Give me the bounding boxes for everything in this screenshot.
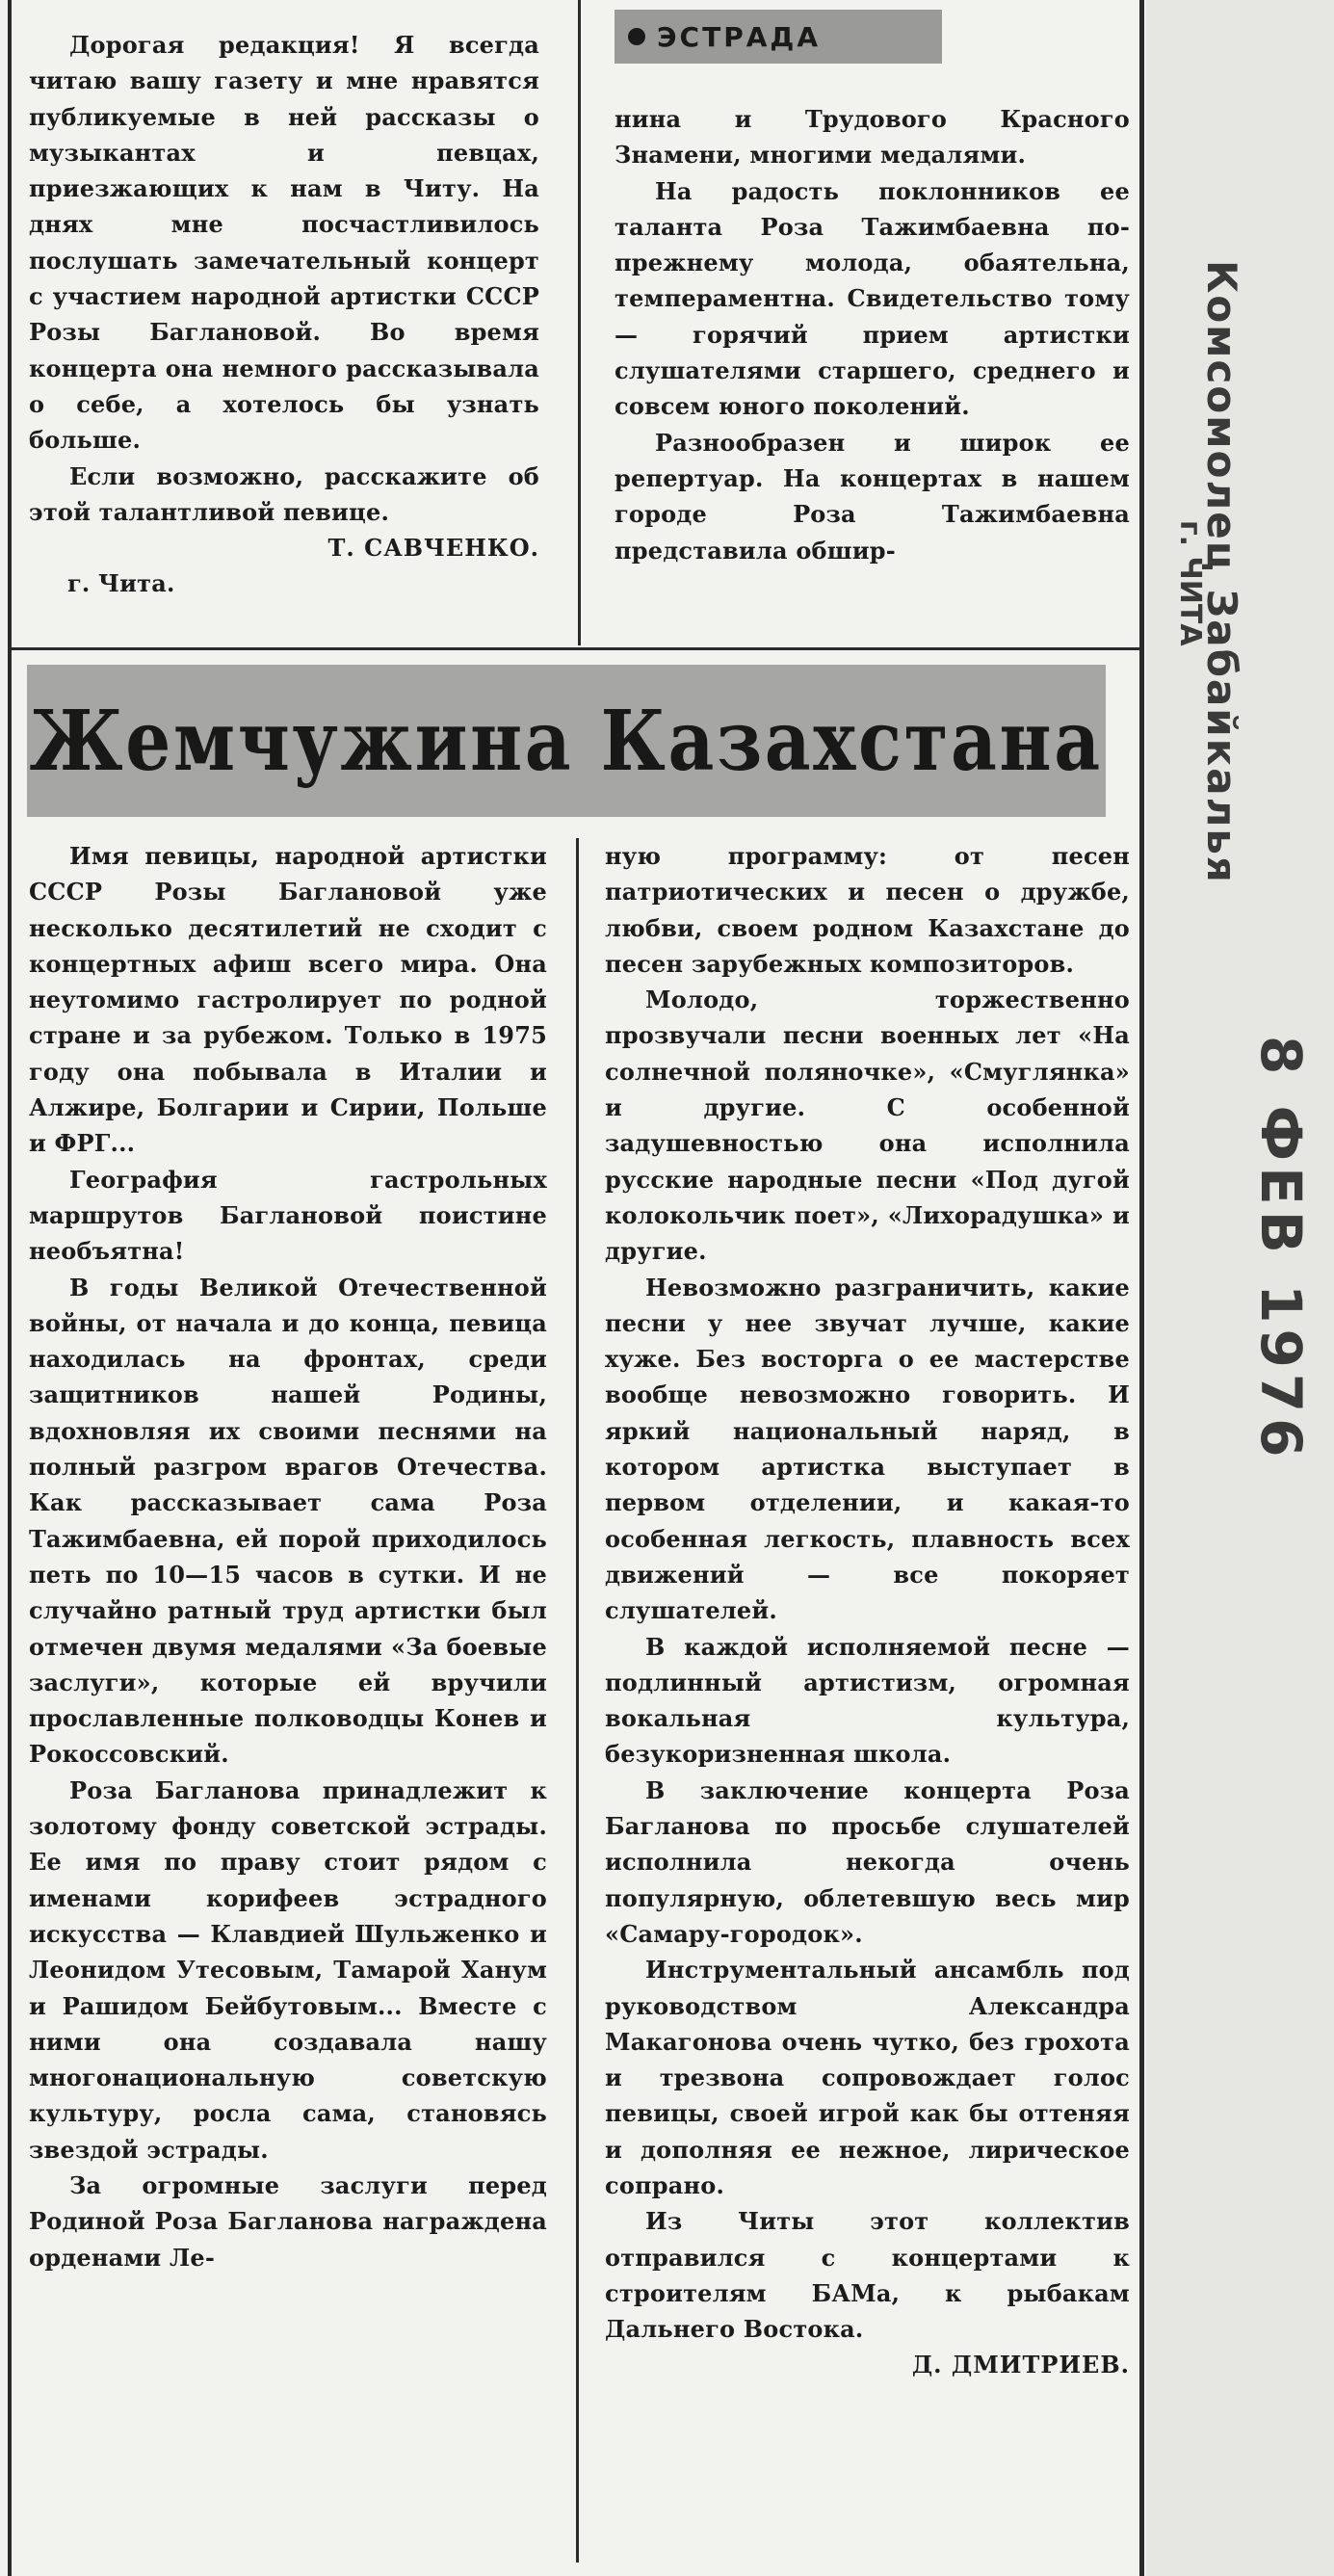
letter-paragraph: Если возможно, расскажите об этой талантливой певице. [29, 461, 539, 526]
city-stamp: г. ЧИТА [1173, 520, 1207, 646]
article-paragraph: Из Читы этот коллектив отправился с концертами к строителям БАМа, к рыбакам Дальнего Востока. [605, 2207, 1130, 2344]
article-paragraph: Разнообразен и широк ее репертуар. На концертах в нашем городе Роза Тажимбаевна представила обшир- [615, 428, 1130, 565]
article-column-top-right [615, 101, 1130, 568]
left-border-rule [8, 0, 12, 2576]
reader-letter [29, 27, 539, 602]
article-paragraph: Роза Багланова принадлежит к золотому фонду советской эстрады. Ее имя по праву стоит рядом с именами корифеев эстрадного искусства — Клавдией Шульженко и Леонидом Утесовым, Тамарой Ханум и Рашидом Бейбутовым... Вместе с ними она создавала нашу многонациональную советскую культуру, росла сама, становясь звездой эстрады. [29, 1775, 547, 2164]
article-column-left [29, 838, 547, 2275]
top-column-divider [578, 0, 581, 645]
headline-top-rule [12, 647, 1139, 650]
bottom-column-divider [576, 838, 579, 2563]
article-paragraph: В заключение концерта Роза Багланова по просьбе слушателей исполнила некогда очень популярную, облетевшую весь мир «Самару-городок». [605, 1775, 1130, 1948]
article-paragraph: В каждой исполняемой песне — подлинный артистизм, огромная вокальная культура, безукоризненная школа. [605, 1632, 1130, 1769]
article-paragraph: За огромные заслуги перед Родиной Роза Багланова награждена орденами Ле- [29, 2170, 547, 2272]
article-paragraph: Молодо, торжественно прозвучали песни военных лет «На солнечной поляночке», «Смуглянка» и другие. С особенной задушевностью она исполнила русские народные песни «Под дугой колокольчик поет», «Лихорадушка» и другие. [605, 986, 1130, 1266]
article-paragraph: География гастрольных маршрутов Баглановой поистине необъятна! [29, 1165, 547, 1266]
letter-signature: Т. САВЧЕНКО. [327, 534, 539, 563]
article-signature: Д. ДМИТРИЕВ. [911, 2351, 1130, 2379]
date-stamp: 8 ФЕВ 1976 [1248, 1036, 1314, 1463]
headline-banner [27, 665, 1106, 817]
article-paragraph: На радость поклонников ее таланта Роза Тажимбаевна по-прежнему молода, обаятельна, темпераментна. Свидетельство тому — горячий прием артистки слушателями старшего, среднего и совсем юного поколений. [615, 176, 1130, 421]
letter-paragraph: Дорогая редакция! Я всегда читаю вашу газету и мне нравятся публикуемые в ней рассказы о музыкантах и певцах, приезжающих к нам в Читу. На днях мне посчастливилось послушать замечательный концерт с участием народной артистки СССР Розы Баглановой. Во время концерта она немного рассказывала о себе, а хотелось бы узнать больше. [29, 31, 539, 455]
article-paragraph: Невозможно разграничить, какие песни у нее звучат лучше, какие хуже. Без восторга о ее мастерстве вообще невозможно говорить. И яркий национальный наряд, в котором артистка выступает в первом отделении, и какая-то особенная легкость, плавность всех движений — все покоряет слушателей. [605, 1273, 1130, 1625]
article-paragraph: ную программу: от песен патриотических и песен о дружбе, любви, своем родном Казахстане до песен зарубежных композиторов. [605, 842, 1130, 978]
article-paragraph: Инструментальный ансамбль под руководством Александра Макагонова очень чутко, без грохота и трезвона сопровождает голос певицы, своей игрой как бы оттеняя и дополняя ее нежное, лирическое сопрано. [605, 1956, 1130, 2199]
letter-city: г. Чита. [67, 569, 175, 598]
section-rubric [615, 10, 942, 64]
newspaper-name-stamp: Комсомолец Забайкалья [1198, 260, 1245, 884]
rubric-label: ЭСТРАДА [657, 20, 821, 53]
article-paragraph: В годы Великой Отечественной войны, от начала и до конца, певица находилась на фронтах, среди защитников нашей Родины, вдохновляя их своими песнями на полный разгром врагов Отечества. Как рассказывает сама Роза Тажимбаевна, ей порой приходилось петь по 10—15 часов в сутки. И не случайно ратный труд артистки был отмечен двумя медалями «За боевые заслуги», которые ей вручили прославленные полководцы Конев и Рокоссовский. [29, 1273, 547, 1769]
bullet-icon [628, 28, 645, 45]
article-headline: Жемчужина Казахстана [29, 692, 1104, 790]
article-paragraph: Имя певицы, народной артистки СССР Розы Баглановой уже несколько десятилетий не сходит с концертных афиш всего мира. Она неутомимо гастролирует по родной стране и за рубежом. Только в 1975 году она побывала в Италии и Алжире, Болгарии и Сирии, Польше и ФРГ... [29, 842, 547, 1158]
article-paragraph: нина и Трудового Красного Знамени, многими медалями. [615, 105, 1130, 170]
right-border-rule [1139, 0, 1144, 2576]
article-column-right [605, 838, 1130, 2383]
